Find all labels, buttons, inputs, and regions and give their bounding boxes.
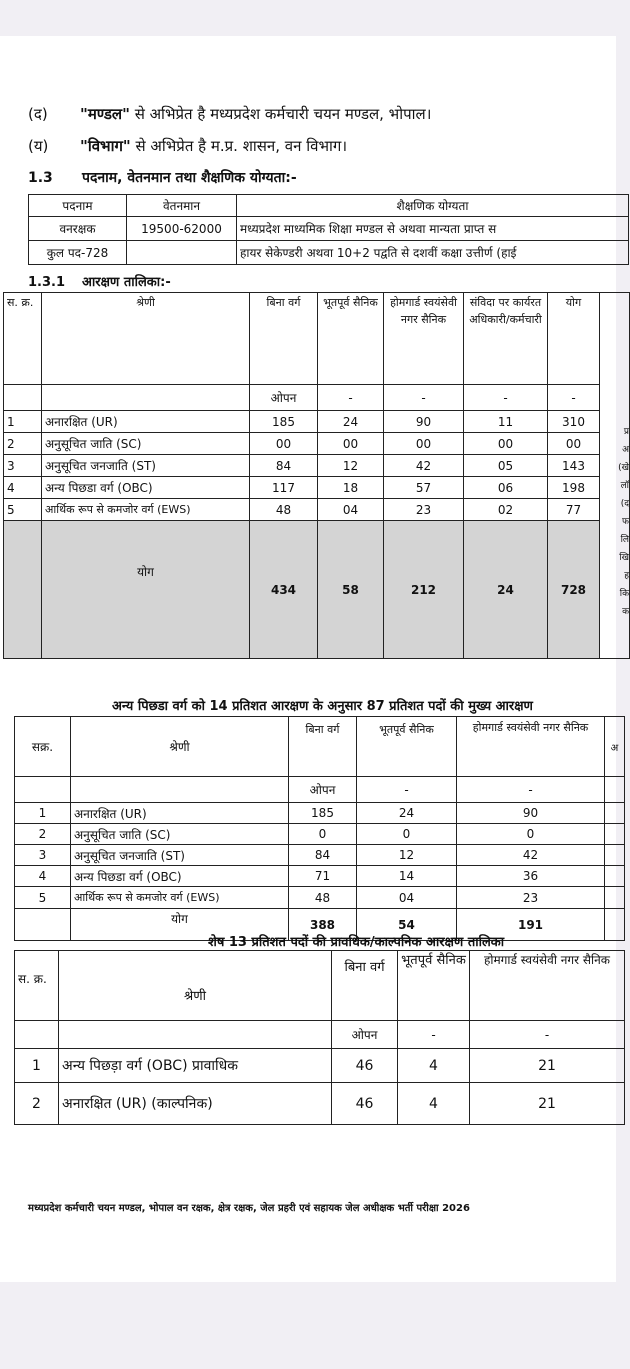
row-category: अनुसूचित जाति (SC) — [42, 433, 250, 455]
row-bina: 48 — [289, 887, 357, 909]
pay-scale: 19500-62000 — [127, 217, 237, 241]
table-row — [4, 433, 630, 455]
row-home: 23 — [384, 499, 464, 521]
definition-mandal — [28, 104, 431, 124]
row-category: अनारक्षित (UR) — [42, 411, 250, 433]
header-ex-servicemen: भूतपूर्व सैनिक — [318, 293, 384, 385]
subheader-dash: - — [357, 777, 457, 803]
post-name: वनरक्षक — [29, 217, 127, 241]
total-label: योग — [71, 909, 289, 941]
empty-cell — [15, 909, 71, 941]
row-bina: 46 — [332, 1083, 398, 1125]
total-bina: 434 — [250, 521, 318, 659]
header-sno: स. क्र. — [15, 951, 59, 1021]
total-total: 728 — [548, 521, 600, 659]
definition-term: "मण्डल" — [80, 105, 130, 123]
row-bina: 84 — [250, 455, 318, 477]
side-fragment: लॉ — [620, 481, 629, 491]
empty-cell — [59, 1021, 332, 1049]
row-home: 90 — [457, 803, 605, 824]
row-category: अनुसूचित जनजाति (ST) — [71, 845, 289, 866]
row-sno: 2 — [15, 1083, 59, 1125]
empty-cell — [605, 845, 625, 866]
header-qualification: शैक्षणिक योग्यता — [237, 195, 629, 217]
total-row — [4, 521, 630, 659]
header-pay: वेतनमान — [127, 195, 237, 217]
side-fragment: अ — [622, 445, 629, 455]
row-sno: 5 — [15, 887, 71, 909]
row-category: अन्य पिछडा वर्ग (OBC) — [71, 866, 289, 887]
row-total: 143 — [548, 455, 600, 477]
row-contract: 06 — [464, 477, 548, 499]
table-row — [15, 887, 625, 909]
row-bina: 71 — [289, 866, 357, 887]
qualification-line-2: हायर सेकेण्डरी अथवा 10+2 पद्वति से दशवीं कक्षा उत्तीर्ण (हाई — [237, 241, 629, 265]
header-bina-varg: बिना वर्ग — [289, 717, 357, 777]
row-contract: 02 — [464, 499, 548, 521]
subheader-open: ओपन — [250, 385, 318, 411]
row-category: अन्य पिछड़ा वर्ग (OBC) प्रावाधिक — [59, 1049, 332, 1083]
section-number: 1.3.1 — [28, 275, 66, 290]
row-ex: 00 — [318, 433, 384, 455]
row-category: अनारक्षित (UR) (काल्पनिक) — [59, 1083, 332, 1125]
row-contract: 05 — [464, 455, 548, 477]
total-ex: 58 — [318, 521, 384, 659]
row-ex: 4 — [398, 1049, 470, 1083]
header-bina-varg: बिना वर्ग — [332, 951, 398, 1021]
side-fragment: (खे — [618, 463, 629, 473]
row-ex: 12 — [318, 455, 384, 477]
row-home: 00 — [384, 433, 464, 455]
side-fragment: (द — [620, 499, 629, 509]
total-contract: 24 — [464, 521, 548, 659]
row-home: 21 — [470, 1083, 625, 1125]
header-sno: सक्र. — [15, 717, 71, 777]
table-row — [15, 845, 625, 866]
header-contract-staff: संविदा पर कार्यरत अधिकारी/कर्मचारी — [464, 293, 548, 385]
side-fragment: क — [622, 607, 629, 617]
row-ex: 18 — [318, 477, 384, 499]
row-total: 310 — [548, 411, 600, 433]
section-title: आरक्षण तालिका:- — [82, 275, 171, 290]
table-row — [15, 824, 625, 845]
row-bina: 185 — [250, 411, 318, 433]
empty-cell — [605, 824, 625, 845]
row-sno: 1 — [4, 411, 42, 433]
side-fragment: प्र — [623, 427, 629, 437]
row-category: अनुसूचित जनजाति (ST) — [42, 455, 250, 477]
row-home: 42 — [457, 845, 605, 866]
row-total: 198 — [548, 477, 600, 499]
row-sno: 4 — [15, 866, 71, 887]
side-fragment: खि — [619, 553, 629, 563]
table-row — [4, 411, 630, 433]
section-number: 1.3 — [28, 170, 53, 186]
post-table — [28, 194, 629, 265]
header-homeguard: होमगार्ड स्वयंसेवी नगर सैनिक — [470, 951, 625, 1021]
subheader-dash: - — [548, 385, 600, 411]
header-homeguard: होमगार्ड स्वयंसेवी नगर सैनिक — [457, 717, 605, 777]
row-home: 57 — [384, 477, 464, 499]
side-fragment: फ — [622, 517, 629, 527]
row-sno: 5 — [4, 499, 42, 521]
table-row — [15, 803, 625, 824]
total-bina: 388 — [289, 909, 357, 941]
empty-cell — [4, 385, 42, 411]
row-category: आर्थिक रूप से कमजोर वर्ग (EWS) — [42, 499, 250, 521]
row-category: अनुसूचित जाति (SC) — [71, 824, 289, 845]
header-category: श्रेणी — [59, 951, 332, 1021]
subheader-open: ओपन — [332, 1021, 398, 1049]
empty-cell — [71, 777, 289, 803]
table-row — [4, 477, 630, 499]
table-row — [15, 1083, 625, 1125]
header-bina-varg: बिना वर्ग — [250, 293, 318, 385]
table-row — [15, 866, 625, 887]
header-category: श्रेणी — [42, 293, 250, 385]
table-row — [4, 499, 630, 521]
row-bina: 117 — [250, 477, 318, 499]
section-1-3-1-heading — [28, 272, 171, 290]
row-bina: 48 — [250, 499, 318, 521]
total-home: 212 — [384, 521, 464, 659]
empty-cell — [127, 241, 237, 265]
row-sno: 2 — [15, 824, 71, 845]
header-ex-servicemen: भूतपूर्व सैनिक — [398, 951, 470, 1021]
total-label: योग — [42, 521, 250, 659]
empty-cell — [42, 385, 250, 411]
header-post: पदनाम — [29, 195, 127, 217]
definition-text: से अभिप्रेत है मध्यप्रदेश कर्मचारी चयन मण्डल, भोपाल। — [129, 105, 432, 123]
total-home: 191 — [457, 909, 605, 941]
row-ex: 24 — [318, 411, 384, 433]
side-fragment: कि — [619, 589, 629, 599]
empty-cell — [605, 803, 625, 824]
row-ex: 4 — [398, 1083, 470, 1125]
table-row — [4, 455, 630, 477]
header-homeguard: होमगार्ड स्वयंसेवी नगर सैनिक — [384, 293, 464, 385]
reservation-table-87-percent — [14, 716, 625, 941]
section-1-3-heading — [28, 168, 297, 187]
total-posts: कुल पद-728 — [29, 241, 127, 265]
provisional-reservation-table — [14, 950, 625, 1125]
header-category: श्रेणी — [71, 717, 289, 777]
subheader-open: ओपन — [289, 777, 357, 803]
row-home: 90 — [384, 411, 464, 433]
empty-cell — [605, 909, 625, 941]
row-category: अनारक्षित (UR) — [71, 803, 289, 824]
row-home: 0 — [457, 824, 605, 845]
row-sno: 3 — [4, 455, 42, 477]
empty-cell — [605, 866, 625, 887]
header-cut-off: अ — [605, 717, 625, 777]
header-sno: स. क्र. — [4, 293, 42, 385]
row-sno: 2 — [4, 433, 42, 455]
cut-off-remarks-column — [600, 293, 630, 659]
row-bina: 0 — [289, 824, 357, 845]
table-2-caption: अन्य पिछडा वर्ग को 14 प्रतिशत आरक्षण के अनुसार 87 प्रतिशत पदों की मुख्य आरक्षण — [112, 699, 533, 714]
subheader-dash: - — [384, 385, 464, 411]
row-home: 23 — [457, 887, 605, 909]
row-bina: 185 — [289, 803, 357, 824]
row-total: 77 — [548, 499, 600, 521]
row-sno: 3 — [15, 845, 71, 866]
row-ex: 12 — [357, 845, 457, 866]
empty-cell — [605, 777, 625, 803]
row-sno: 1 — [15, 803, 71, 824]
subheader-dash: - — [457, 777, 605, 803]
definition-term: "विभाग" — [80, 137, 131, 155]
page-footer: मध्यप्रदेश कर्मचारी चयन मण्डल, भोपाल वन रक्षक, क्षेत्र रक्षक, जेल प्रहरी एवं सहायक जेल अधीक्षक भर्ती परीक्षा 2026 — [28, 1203, 470, 1214]
document-page — [0, 36, 629, 1282]
table-row — [15, 1049, 625, 1083]
row-sno: 4 — [4, 477, 42, 499]
row-contract: 00 — [464, 433, 548, 455]
row-sno: 1 — [15, 1049, 59, 1083]
row-bina: 46 — [332, 1049, 398, 1083]
row-ex: 04 — [357, 887, 457, 909]
row-contract: 11 — [464, 411, 548, 433]
qualification-line-1: मध्यप्रदेश माध्यमिक शिक्षा मण्डल से अथवा मान्यता प्राप्त स — [237, 217, 629, 241]
header-ex-servicemen: भूतपूर्व सैनिक — [357, 717, 457, 777]
row-home: 36 — [457, 866, 605, 887]
row-ex: 24 — [357, 803, 457, 824]
side-fragment: ह — [624, 571, 629, 581]
reservation-table-main — [3, 292, 630, 659]
row-bina: 00 — [250, 433, 318, 455]
subheader-dash: - — [464, 385, 548, 411]
empty-cell — [15, 777, 71, 803]
subheader-dash: - — [398, 1021, 470, 1049]
row-ex: 04 — [318, 499, 384, 521]
side-fragment: लि — [620, 535, 629, 545]
empty-cell — [4, 521, 42, 659]
table-3-caption: शेष 13 प्रतिशत पदों की प्रावधिक/काल्पनिक आरक्षण तालिका — [208, 935, 505, 950]
definition-vibhag — [28, 136, 347, 156]
definition-label: (य) — [28, 137, 49, 155]
row-category: अन्य पिछडा वर्ग (OBC) — [42, 477, 250, 499]
row-category: आर्थिक रूप से कमजोर वर्ग (EWS) — [71, 887, 289, 909]
empty-cell — [605, 887, 625, 909]
section-title: पदनाम, वेतनमान तथा शैक्षणिक योग्यता:- — [82, 170, 297, 186]
row-bina: 84 — [289, 845, 357, 866]
header-total: योग — [548, 293, 600, 385]
definition-label: (द) — [28, 105, 48, 123]
definition-text: से अभिप्रेत है म.प्र. शासन, वन विभाग। — [130, 137, 348, 155]
row-ex: 0 — [357, 824, 457, 845]
row-total: 00 — [548, 433, 600, 455]
subheader-dash: - — [318, 385, 384, 411]
total-ex: 54 — [357, 909, 457, 941]
empty-cell — [15, 1021, 59, 1049]
row-ex: 14 — [357, 866, 457, 887]
row-home: 42 — [384, 455, 464, 477]
subheader-dash: - — [470, 1021, 625, 1049]
row-home: 21 — [470, 1049, 625, 1083]
